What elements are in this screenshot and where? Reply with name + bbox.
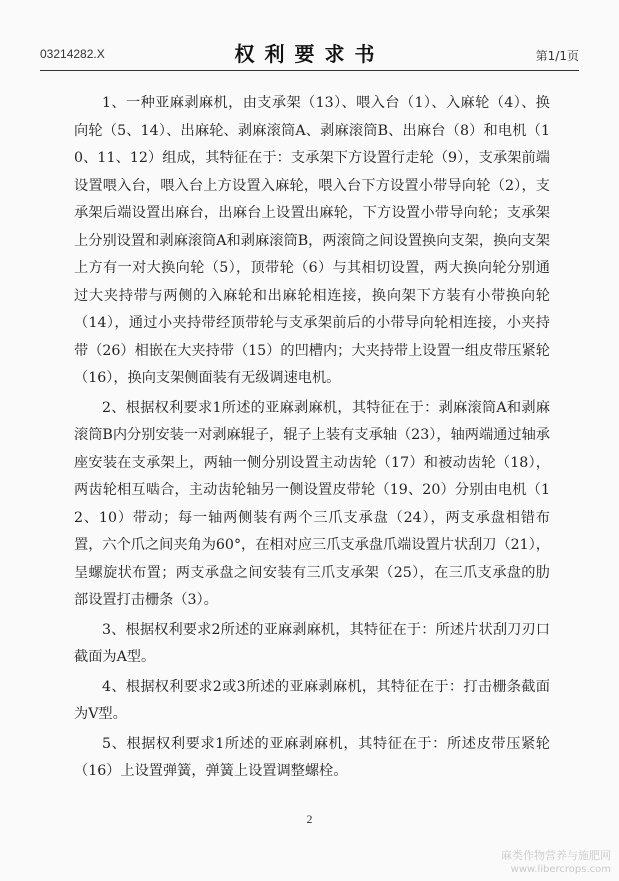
claim-2: 2、根据权利要求1所述的亚麻剥麻机，其特征在于：剥麻滚筒A和剥麻滚筒B内分别安装一对剥麻辊子，辊子上装有支承轴（23），轴两端通过轴承座安装在支承架上，两轴一侧分别设置主动齿轮（17）和被动齿轮（18），两齿轮相互啮合，主动齿轮轴另一侧设置皮带轮（19、20）分别由电机（12、10）带动；每一轴两侧装有两个三爪支承盘（24），两支承盘相错布置，六个爪之间夹角为60°，在相对应三爪支承盘爪端设置片状刮刀（21），呈螺旋状布置；两支承盘之间安装有三爪支承架（25），在三爪支承盘的肋部设置打击栅条（3）。 xyxy=(74,399,550,608)
claim-3: 3、根据权利要求2所述的亚麻剥麻机，其特征在于：所述片状刮刀刃口截面为A型。 xyxy=(74,621,550,665)
watermark-text: 麻类作物营养与施肥网 xyxy=(501,849,611,862)
header-divider xyxy=(40,70,579,71)
watermark-url: www.libercrops.com xyxy=(510,864,611,875)
page-index: 第1/1页 xyxy=(535,49,579,63)
claim-4: 4、根据权利要求2或3所述的亚麻剥麻机，其特征在于：打击栅条截面为V型。 xyxy=(74,678,550,722)
claim-5: 5、根据权利要求1所述的亚麻剥麻机，其特征在于：所述皮带压紧轮（16）上设置弹簧，弹簧上设置调整螺栓。 xyxy=(74,735,550,779)
document-title: 权利要求书 xyxy=(234,42,385,66)
watermark xyxy=(501,849,611,877)
claim-1: 1、一种亚麻剥麻机，由支承架（13）、喂入台（1）、入麻轮（4）、换向轮（5、14）、出麻轮、剥麻滚筒A、剥麻滚筒B、出麻台（8）和电机（10、11、12）组成，其特征在于：支承架下方设置行走轮（9），支承架前端设置喂入台，喂入台上方设置入麻轮，喂入台下方设置小带导向轮（2），支承架后端设置出麻台，出麻台上设置出麻轮，下方设置小带导向轮；支承架上分别设置和剥麻滚筒A和剥麻滚筒B，两滚筒之间设置换向支架，换向支架上方有一对大换向轮（5），顶带轮（6）与其相切设置，两大换向轮分别通过大夹持带与两侧的入麻轮和出麻轮相连接，换向架下方装有小带换向轮（14），通过小夹持带经顶带轮与支承架前后的小带导向轮相连接，小夹持带（26）相嵌在大夹持带（15）的凹槽内；大夹持带上设置一组皮带压紧轮（16），换向支架侧面装有无级调速电机。 xyxy=(74,95,550,386)
page-header xyxy=(40,38,579,68)
claims-body xyxy=(74,90,550,788)
page-number: 2 xyxy=(306,812,313,826)
document-number: 03214282.X xyxy=(40,47,105,61)
